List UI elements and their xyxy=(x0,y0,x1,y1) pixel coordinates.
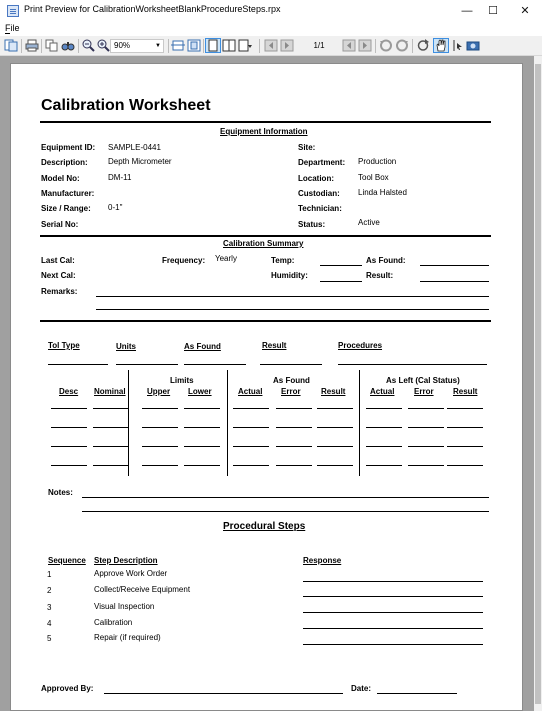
grid-entry-line xyxy=(408,427,444,428)
last-page-icon[interactable] xyxy=(358,39,372,52)
as-found-line xyxy=(184,364,246,365)
single-page-icon[interactable] xyxy=(206,39,220,52)
tol-type-line xyxy=(48,364,108,365)
label-date: Date: xyxy=(351,684,372,693)
col-nominal: Nominal xyxy=(94,387,126,396)
grid-entry-line xyxy=(366,465,402,466)
scrollbar-thumb[interactable] xyxy=(535,64,541,704)
maximize-button[interactable]: ☐ xyxy=(488,5,498,17)
select-text-icon[interactable] xyxy=(450,39,464,52)
whole-page-icon[interactable] xyxy=(187,39,201,52)
grid-entry-line xyxy=(447,446,483,447)
label-model-no: Model No: xyxy=(41,174,80,183)
grid-entry-line xyxy=(93,446,129,447)
menu-bar xyxy=(0,22,542,36)
title-bar xyxy=(0,0,542,22)
grid-entry-line xyxy=(408,465,444,466)
label-status: Status: xyxy=(298,220,326,229)
response-line xyxy=(303,628,483,629)
section-heading-cal-summary: Calibration Summary xyxy=(223,239,304,248)
col-error-left: Error xyxy=(414,387,434,396)
divider xyxy=(40,235,491,237)
grid-divider xyxy=(227,370,228,476)
toolbar-separator xyxy=(41,39,42,53)
label-next-cal: Next Cal: xyxy=(41,271,76,280)
forward-icon[interactable] xyxy=(395,39,409,52)
step-sequence: 2 xyxy=(47,586,52,595)
value-custodian: Linda Halsted xyxy=(358,188,407,197)
remarks-line xyxy=(96,296,489,297)
grid-entry-line xyxy=(51,446,87,447)
toolbar-separator xyxy=(78,39,79,53)
grid-entry-line xyxy=(276,427,312,428)
refresh-icon[interactable] xyxy=(416,39,430,52)
grid-entry-line xyxy=(408,408,444,409)
humidity-line xyxy=(320,281,362,282)
multi-page-icon[interactable] xyxy=(222,39,236,52)
grid-entry-line xyxy=(447,408,483,409)
grid-entry-line xyxy=(233,465,269,466)
pan-hand-icon[interactable] xyxy=(434,39,448,52)
response-line xyxy=(303,596,483,597)
label-notes: Notes: xyxy=(48,488,73,497)
label-frequency: Frequency: xyxy=(162,256,206,265)
page-indicator[interactable]: 1/1 xyxy=(313,41,325,50)
value-location: Tool Box xyxy=(358,173,389,182)
grid-group-as-found: As Found xyxy=(273,376,310,385)
grid-entry-line xyxy=(184,446,220,447)
zoom-value: 90% xyxy=(114,41,131,50)
grid-entry-line xyxy=(276,465,312,466)
grid-entry-line xyxy=(51,465,87,466)
value-department: Production xyxy=(358,157,397,166)
grid-entry-line xyxy=(184,427,220,428)
copy-icon[interactable] xyxy=(45,39,59,52)
header-units: Units xyxy=(116,342,136,351)
label-size-range: Size / Range: xyxy=(41,204,91,213)
divider xyxy=(40,320,491,322)
first-page-icon[interactable] xyxy=(264,39,278,52)
grid-entry-line xyxy=(447,427,483,428)
label-department: Department: xyxy=(298,158,346,167)
toolbar-separator xyxy=(168,39,169,53)
grid-entry-line xyxy=(93,465,129,466)
col-result-found: Result xyxy=(321,387,346,396)
value-size-range: 0-1" xyxy=(108,203,123,212)
menu-file-accelerator xyxy=(5,33,10,34)
find-icon[interactable] xyxy=(61,39,75,52)
app-icon xyxy=(7,5,19,17)
value-frequency: Yearly xyxy=(215,254,237,263)
chevron-down-icon: ▼ xyxy=(155,43,161,49)
label-humidity: Humidity: xyxy=(271,271,308,280)
section-heading-procedural: Procedural Steps xyxy=(223,521,306,532)
label-location: Location: xyxy=(298,174,334,183)
response-line xyxy=(303,612,483,613)
next-page-icon[interactable] xyxy=(342,39,356,52)
step-description: Approve Work Order xyxy=(94,569,168,578)
response-line xyxy=(303,644,483,645)
grid-entry-line xyxy=(317,427,353,428)
label-result: Result: xyxy=(366,271,394,280)
divider xyxy=(40,121,491,123)
col-result-left: Result xyxy=(453,387,478,396)
step-description: Repair (if required) xyxy=(94,633,161,642)
grid-entry-line xyxy=(233,446,269,447)
label-manufacturer: Manufacturer: xyxy=(41,189,95,198)
value-model-no: DM-11 xyxy=(108,173,132,182)
step-description: Visual Inspection xyxy=(94,602,155,611)
step-sequence: 4 xyxy=(47,619,52,628)
zoom-out-icon[interactable] xyxy=(81,39,95,52)
label-as-found: As Found: xyxy=(366,256,406,265)
result-line xyxy=(420,281,489,282)
grid-group-limits: Limits xyxy=(170,376,194,385)
label-equipment-id: Equipment ID: xyxy=(41,143,96,152)
toolbar-separator xyxy=(259,39,260,53)
grid-entry-line xyxy=(93,408,129,409)
step-sequence: 3 xyxy=(47,603,52,612)
grid-entry-line xyxy=(447,465,483,466)
toolbar-separator xyxy=(21,39,22,53)
grid-divider xyxy=(359,370,360,476)
menu-file[interactable]: File xyxy=(5,23,20,33)
grid-entry-line xyxy=(184,465,220,466)
toolbar-separator xyxy=(412,39,413,53)
toolbar-separator xyxy=(203,39,204,53)
zoom-in-icon[interactable] xyxy=(96,39,110,52)
zoom-select[interactable] xyxy=(110,39,164,53)
result-line xyxy=(260,364,322,365)
col-error-found: Error xyxy=(281,387,301,396)
section-heading-equipment: Equipment Information xyxy=(220,127,308,136)
grid-entry-line xyxy=(93,427,129,428)
value-status: Active xyxy=(358,218,380,227)
grid-entry-line xyxy=(276,408,312,409)
grid-entry-line xyxy=(142,408,178,409)
step-sequence: 1 xyxy=(47,570,52,579)
grid-divider xyxy=(128,370,129,476)
value-description: Depth Micrometer xyxy=(108,157,172,166)
label-temp: Temp: xyxy=(271,256,295,265)
approved-by-line xyxy=(104,693,343,694)
grid-entry-line xyxy=(366,427,402,428)
col-actual-left: Actual xyxy=(370,387,395,396)
label-custodian: Custodian: xyxy=(298,189,340,198)
grid-entry-line xyxy=(184,408,220,409)
grid-entry-line xyxy=(51,427,87,428)
snapshot-icon[interactable] xyxy=(466,39,480,52)
window-title: Print Preview for CalibrationWorksheetBlankProcedureSteps.rpx xyxy=(24,4,281,14)
header-tol-type: Tol Type xyxy=(48,341,80,350)
col-desc: Desc xyxy=(59,387,79,396)
date-line xyxy=(377,693,457,694)
report-page xyxy=(10,63,523,711)
back-icon[interactable] xyxy=(379,39,393,52)
col-lower: Lower xyxy=(188,387,212,396)
col-sequence: Sequence xyxy=(48,556,86,565)
label-description: Description: xyxy=(41,158,88,167)
grid-entry-line xyxy=(233,408,269,409)
grid-entry-line xyxy=(142,446,178,447)
col-step-description: Step Description xyxy=(94,556,158,565)
response-line xyxy=(303,581,483,582)
close-button[interactable]: ✕ xyxy=(520,5,530,17)
toolbar xyxy=(0,36,542,56)
multi-page-dropdown-icon[interactable] xyxy=(238,39,252,52)
header-as-found: As Found xyxy=(184,342,221,351)
col-actual-found: Actual xyxy=(238,387,263,396)
procedures-line xyxy=(338,364,487,365)
minimize-button[interactable]: — xyxy=(461,5,473,17)
print-icon[interactable] xyxy=(25,39,39,52)
grid-group-as-left: As Left (Cal Status) xyxy=(386,376,460,385)
grid-entry-line xyxy=(408,446,444,447)
notes-line xyxy=(82,497,489,498)
header-result: Result xyxy=(262,341,287,350)
grid-entry-line xyxy=(366,446,402,447)
label-last-cal: Last Cal: xyxy=(41,256,75,265)
label-serial-no: Serial No: xyxy=(41,220,79,229)
step-description: Calibration xyxy=(94,618,133,627)
step-description: Collect/Receive Equipment xyxy=(94,585,191,594)
step-sequence: 5 xyxy=(47,634,52,643)
toolbar-separator xyxy=(375,39,376,53)
grid-entry-line xyxy=(142,465,178,466)
col-response: Response xyxy=(303,556,342,565)
grid-entry-line xyxy=(317,465,353,466)
grid-entry-line xyxy=(276,446,312,447)
notes-line xyxy=(82,511,489,512)
temp-line xyxy=(320,265,362,266)
header-procedures: Procedures xyxy=(338,341,383,350)
grid-entry-line xyxy=(366,408,402,409)
as-found-line xyxy=(420,265,489,266)
label-approved-by: Approved By: xyxy=(41,684,94,693)
label-site: Site: xyxy=(298,143,316,152)
grid-entry-line xyxy=(233,427,269,428)
previous-page-icon[interactable] xyxy=(280,39,294,52)
grid-entry-line xyxy=(142,427,178,428)
grid-entry-line xyxy=(317,408,353,409)
label-technician: Technician: xyxy=(298,204,342,213)
document-title: Calibration Worksheet xyxy=(41,97,211,114)
value-equipment-id: SAMPLE-0441 xyxy=(108,143,161,152)
remarks-line xyxy=(96,309,489,310)
label-remarks: Remarks: xyxy=(41,287,78,296)
page-width-icon[interactable] xyxy=(171,39,185,52)
vertical-scrollbar[interactable] xyxy=(534,56,542,711)
grid-entry-line xyxy=(51,408,87,409)
toc-icon[interactable] xyxy=(4,39,18,52)
units-line xyxy=(116,364,178,365)
col-upper: Upper xyxy=(147,387,171,396)
grid-entry-line xyxy=(317,446,353,447)
